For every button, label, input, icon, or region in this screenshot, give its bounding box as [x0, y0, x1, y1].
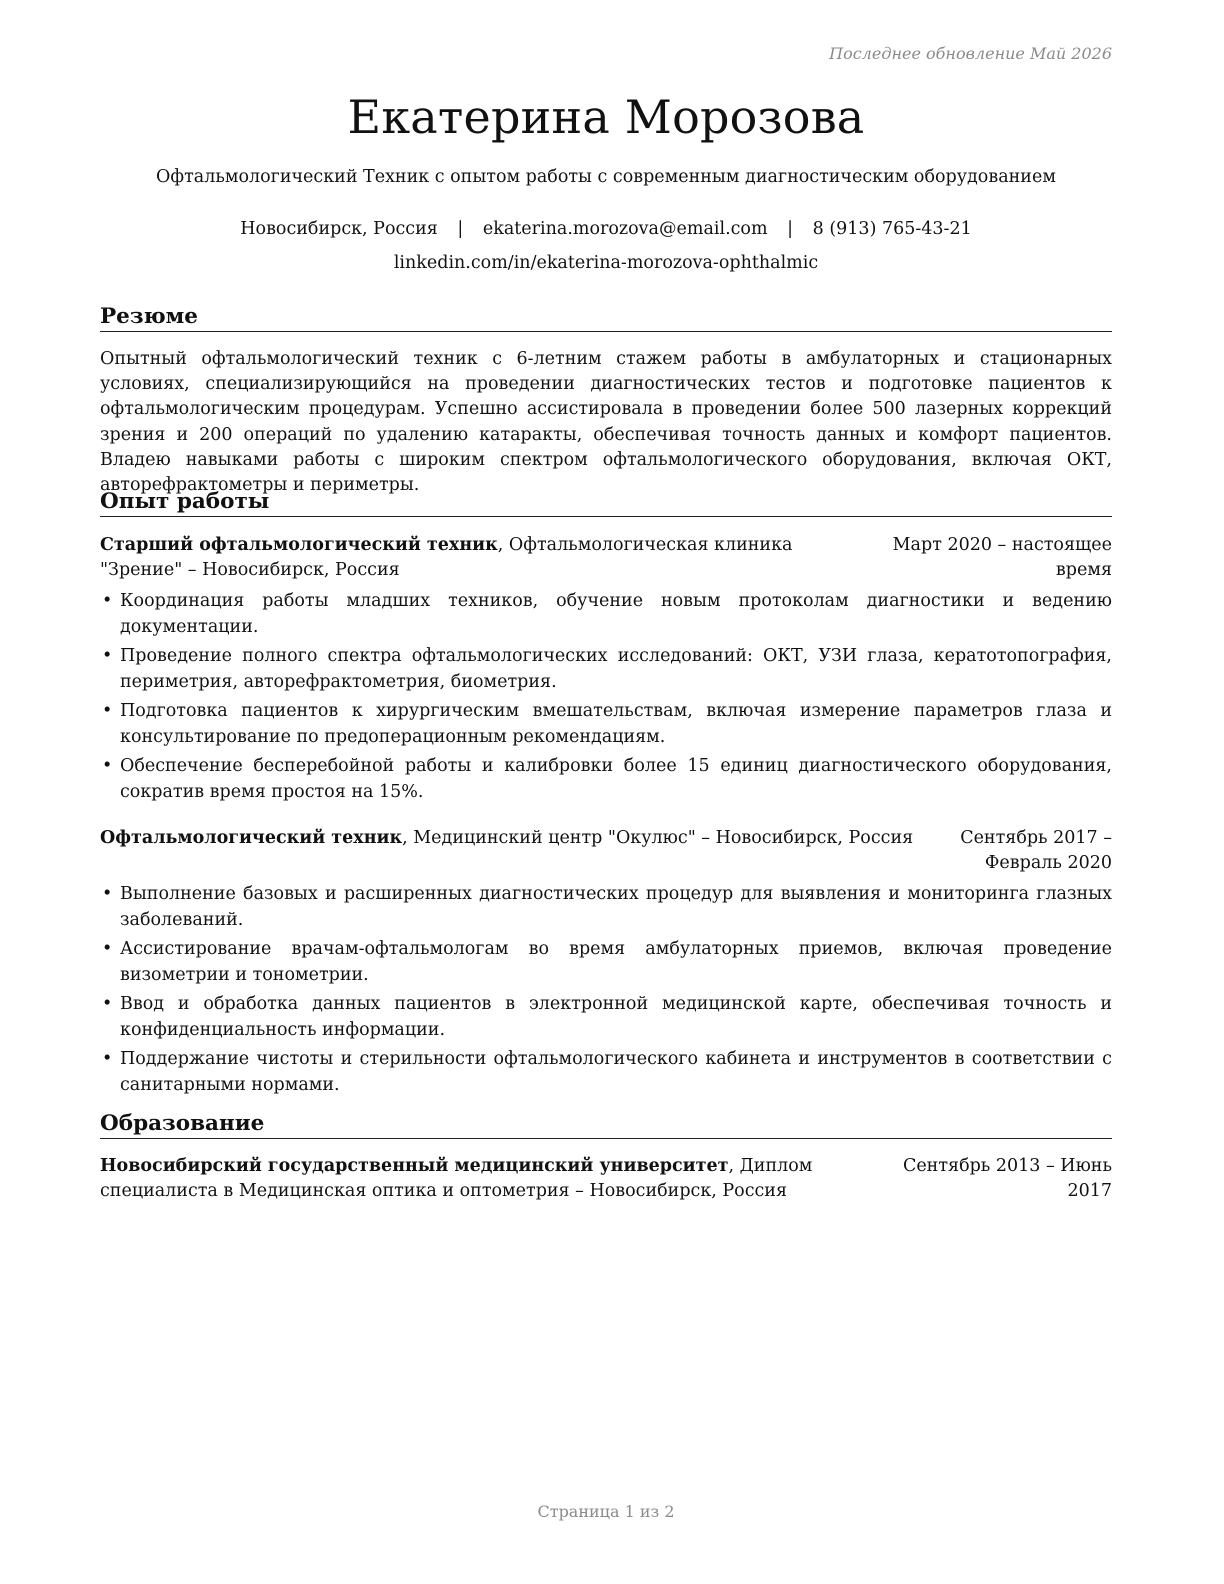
job-dates: Сентябрь 2017 – Февраль 2020	[960, 828, 1112, 874]
job-bullets	[100, 882, 1112, 1097]
contact-line	[100, 219, 1112, 239]
section-title-experience: Опыт работы	[100, 489, 1112, 517]
job-role: Старший офтальмологический техник	[100, 535, 498, 555]
separator: |	[457, 219, 464, 239]
job-company: , Офтальмологическая клиника "Зрение" – Новосибирск, Россия	[100, 535, 793, 581]
job-company: , Медицинский центр "Окулюс" – Новосибирск, Россия	[402, 828, 914, 848]
list-item: • Координация работы младших техников, обучение новым протоколам диагностики и ведению документации.	[100, 589, 1112, 639]
job-entry	[100, 533, 1112, 809]
job-entry	[100, 826, 1112, 1102]
section-title-education: Образование	[100, 1111, 1112, 1139]
list-item: • Ввод и обработка данных пациентов в электронной медицинской карте, обеспечивая точность и конфиденциальность информации.	[100, 992, 1112, 1042]
section-title-summary: Резюме	[100, 304, 1112, 332]
page-number: Страница 1 из 2	[537, 1502, 675, 1521]
job-role: Офтальмологический техник	[100, 828, 403, 848]
email-link[interactable]: ekaterina.morozova@email.com	[482, 219, 768, 239]
location: Новосибирск, Россия	[240, 219, 438, 239]
job-header	[100, 533, 1112, 583]
last-updated: Последнее обновление Май 2026	[829, 44, 1112, 63]
list-item: • Обеспечение бесперебойной работы и калибровки более 15 единиц диагностического оборудования, сократив время простоя на 15%.	[100, 754, 1112, 804]
list-item: • Подготовка пациентов к хирургическим вмешательствам, включая измерение параметров глаза и консультирование по предоперационным рекомендациям.	[100, 699, 1112, 749]
separator: |	[787, 219, 794, 239]
list-item: • Выполнение базовых и расширенных диагностических процедур для выявления и мониторинга глазных заболеваний.	[100, 882, 1112, 932]
summary-text: Опытный офтальмологический техник с 6-летним стажем работы в амбулаторных и стационарных условиях, специализирующийся на проведении диагностических тестов и подготовке пациентов к офтальмологическим процедурам. Успешно ассистировала в проведении более 500 лазерных коррекций зрения и 200 операций по удалению катаракты, обеспечивая точность данных и комфорт пациентов. Владею навыками работы с широким спектром офтальмологического оборудования, включая ОКТ, авторефрактометры и периметры.	[100, 349, 1112, 496]
education-header	[100, 1154, 1112, 1204]
candidate-name: Екатерина Морозова	[347, 90, 865, 144]
linkedin-link[interactable]: linkedin.com/in/ekaterina-morozova-ophthalmic	[393, 253, 819, 273]
job-header	[100, 826, 1112, 876]
education-entry	[100, 1154, 1112, 1204]
list-item: • Ассистирование врачам-офтальмологам во время амбулаторных приемов, включая проведение визометрии и тонометрии.	[100, 937, 1112, 987]
education-detail: , Диплом специалиста в Медицинская оптика и оптометрия – Новосибирск, Россия	[100, 1156, 813, 1202]
job-dates: Март 2020 – настоящее время	[892, 535, 1112, 581]
list-item: • Поддержание чистоты и стерильности офтальмологического кабинета и инструментов в соответствии с санитарными нормами.	[100, 1047, 1112, 1097]
tagline: Офтальмологический Техник с опытом работы с современным диагностическим оборудованием	[156, 167, 1056, 187]
job-bullets	[100, 589, 1112, 804]
phone: 8 (913) 765-43-21	[812, 219, 972, 239]
list-item: • Проведение полного спектра офтальмологических исследований: ОКТ, УЗИ глаза, кератотопография, периметрия, авторефрактометрия, биометрия.	[100, 644, 1112, 694]
education-institution: Новосибирский государственный медицинский университет	[100, 1156, 729, 1176]
education-dates: Сентябрь 2013 – Июнь 2017	[902, 1156, 1112, 1202]
resume-page	[100, 0, 1112, 1584]
